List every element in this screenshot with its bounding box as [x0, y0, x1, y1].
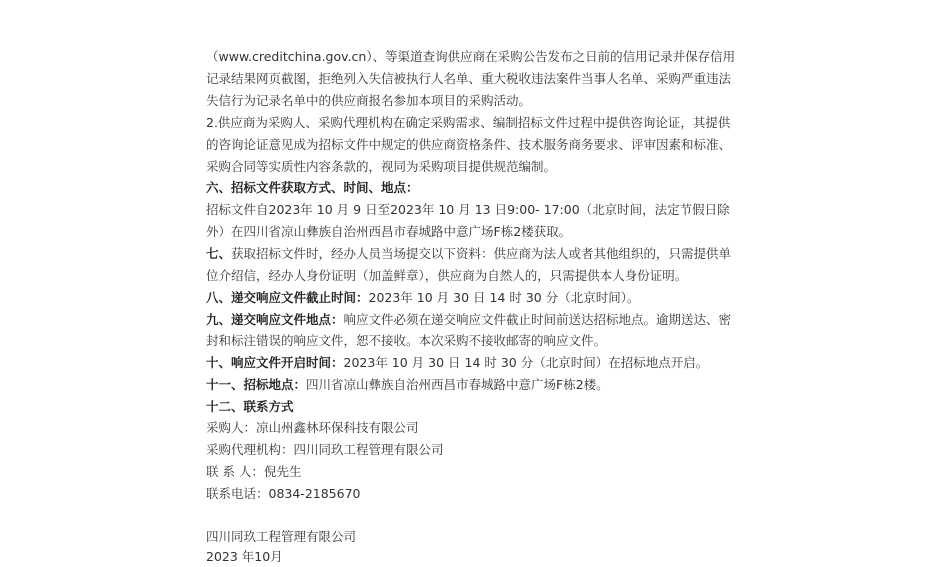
- section-10-opening-time: 十、响应文件开启时间：2023年 10 月 30 日 14 时 30 分（北京时间）在招标地点开启。: [206, 355, 709, 370]
- section-11-location: 十一、招标地点：四川省凉山彝族自治州西昌市春城路中意广场F栋2楼。: [206, 377, 609, 392]
- contact-agency: 采购代理机构：四川同玖工程管理有限公司: [206, 442, 444, 457]
- section-6-line-2: 外）在四川省凉山彝族自治州西昌市春城路中意广场F栋2楼获取。: [206, 224, 572, 239]
- para-consult-line-1: 2.供应商为采购人、采购代理机构在确定采购需求、编制招标文件过程中提供咨询论证，其提供: [206, 115, 731, 130]
- contact-person: 联 系 人：倪先生: [206, 464, 302, 479]
- para-consult-line-3: 采购合同等实质性内容条款的，视同为采购项目提供规范编制。: [206, 159, 557, 174]
- section-9-line-1: 九、递交响应文件地点：响应文件必须在递交响应文件截止时间前送达招标地点。逾期送达、密: [206, 312, 732, 327]
- signature-date: 2023 年10月: [206, 549, 283, 564]
- para-credit-line-3: 失信行为记录名单中的供应商报名参加本项目的采购活动。: [206, 93, 532, 108]
- section-6-heading: 六、招标文件获取方式、时间、地点：: [206, 180, 419, 195]
- contact-phone: 联系电话：0834-2185670: [206, 486, 361, 501]
- contact-purchaser: 采购人：凉山州鑫林环保科技有限公司: [206, 420, 419, 435]
- para-credit-line-2: 记录结果网页截图，拒绝列入失信被执行人名单、重大税收违法案件当事人名单、采购严重违法: [206, 71, 732, 86]
- section-6-line-1: 招标文件自2023年 10 月 9 日至2023年 10 月 13 日9:00- 17:00（北京时间，法定节假日除: [206, 202, 730, 217]
- para-consult-line-2: 的咨询论证意见成为招标文件中规定的供应商资格条件、技术服务商务要求、评审因素和标准、: [206, 137, 732, 152]
- para-credit-line-1: （www.creditchina.gov.cn）、等渠道查询供应商在采购公告发布之日前的信用记录并保存信用: [206, 49, 736, 64]
- section-9-line-2: 封和标注错误的响应文件，恕不接收。本次采购不接收邮寄的响应文件。: [206, 333, 607, 348]
- section-8-deadline: 八、递交响应文件截止时间：2023年 10 月 30 日 14 时 30 分（北京时间）。: [206, 290, 640, 305]
- section-7-line-2: 位介绍信，经办人身份证明（加盖鲜章），供应商为自然人的，只需提供本人身份证明。: [206, 268, 688, 283]
- section-7-line-1: 七、获取招标文件时，经办人员当场提交以下资料：供应商为法人或者其他组织的，只需提供单: [206, 246, 732, 261]
- signature-company: 四川同玖工程管理有限公司: [206, 529, 357, 544]
- section-12-heading: 十二、联系方式: [206, 399, 294, 414]
